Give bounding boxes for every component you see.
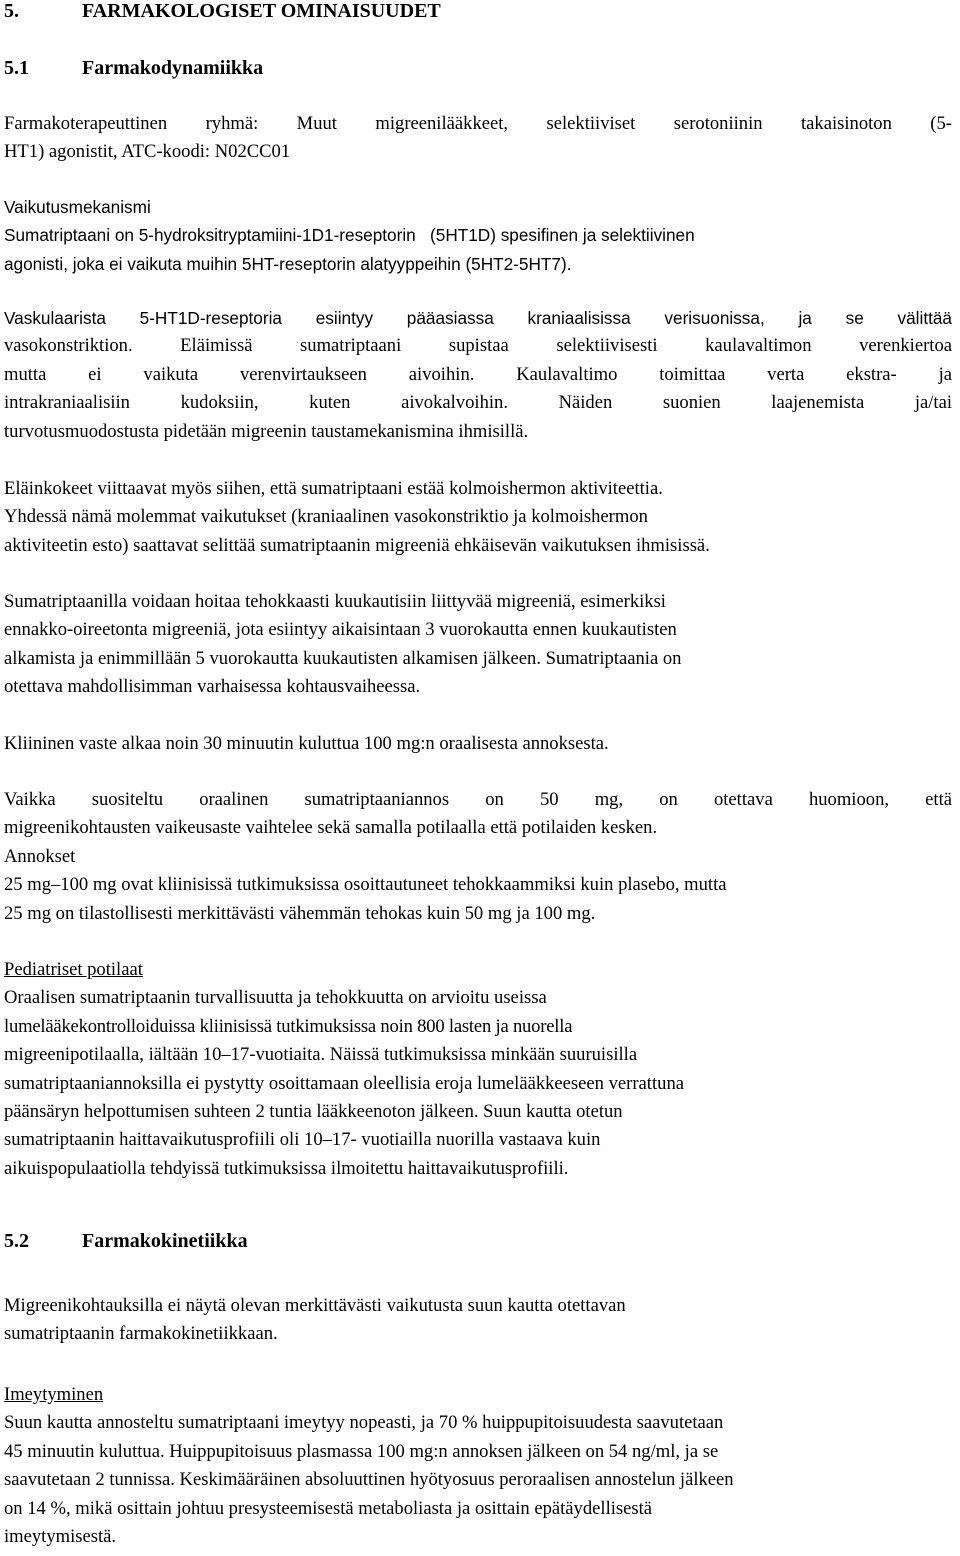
migraine-pharmacokinetics-paragraph [4, 1292, 952, 1349]
text-line: Sumatriptaani on 5-hydroksitryptamiini-1D1-reseptorin (5HT1D) spesifinen ja selektiivinen [4, 225, 695, 246]
doses-heading: Annokset [4, 846, 76, 867]
text-line: Yhdessä nämä molemmat vaikutukset (kraniaalinen vasokonstriktio ja kolmoishermon [4, 506, 648, 528]
text-line: intrakraniaalisiin kudoksiin, kuten aivokalvoihin. Näiden suonien laajenemista ja/tai [4, 392, 952, 414]
text-line: 25 mg–100 mg ovat kliinisissä tutkimuksissa osoittautuneet tehokkaammiksi kuin plasebo, mutta [4, 874, 727, 896]
text-line: agonisti, joka ei vaikuta muihin 5HT-reseptorin alatyyppeihin (5HT2-5HT7). [4, 253, 572, 274]
vascular-receptor-paragraph [4, 304, 952, 446]
text-line: migreenipotilaalla, iältään 10–17-vuotiaita. Näissä tutkimuksissa minkään suuruisilla [4, 1044, 638, 1066]
pediatric-paragraph [4, 956, 952, 1183]
section-5-number: 5. [4, 0, 19, 22]
doses-paragraph [4, 843, 952, 928]
text-line: on 14 %, mikä osittain johtuu presysteemisestä metaboliasta ja osittain epätäydellisestä [4, 1497, 653, 1519]
section-5-title: FARMAKOLOGISET OMINAISUUDET [82, 0, 441, 22]
section-5-1-heading [4, 57, 263, 80]
mechanism-paragraph [4, 193, 952, 278]
text-line: turvotusmuodostusta pidetään migreenin taustamekanismina ihmisillä. [4, 420, 529, 442]
text-line: sumatriptaanin haittavaikutusprofiili oli 10–17- vuotiailla nuorilla vastaava kuin [4, 1129, 601, 1151]
text-line: imeytymisestä. [4, 1526, 117, 1548]
text-line: Vaikka suositeltu oraalinen sumatriptaaniannos on 50 mg, on otettava huomioon, että [4, 789, 952, 810]
text-line: sumatriptaanin farmakokinetiikkaan. [4, 1323, 278, 1345]
text-line: Eläinkokeet viittaavat myös siihen, että sumatriptaani estää kolmoishermon aktiviteettia. [4, 478, 663, 499]
text-line: mutta ei vaikuta verenvirtaukseen aivoihin. Kaulavaltimo toimittaa verta ekstra- ja [4, 363, 952, 385]
section-5-2-title: Farmakokinetiikka [82, 1230, 248, 1252]
text-line: päänsäryn helpottumisen suhteen 2 tuntia lääkkeenoton jälkeen. Suun kautta otetun [4, 1101, 623, 1123]
text-line: aikuispopulaatiolla tehdyissä tutkimuksissa ilmoitettu haittavaikutusprofiili. [4, 1157, 569, 1179]
animal-studies-paragraph [4, 475, 952, 560]
section-5-2-heading [4, 1230, 248, 1253]
pharmacotherapeutic-group-paragraph [4, 110, 952, 167]
text-line: Migreenikohtauksilla ei näytä olevan merkittävästi vaikutusta suun kautta otettavan [4, 1295, 626, 1316]
text-line: 25 mg on tilastollisesti merkittävästi vähemmän tehokas kuin 50 mg ja 100 mg. [4, 902, 596, 924]
section-5-2-number: 5.2 [4, 1230, 29, 1252]
clinical-response-paragraph [4, 730, 952, 758]
text-line: otettava mahdollisimman varhaisessa kohtausvaiheessa. [4, 676, 421, 698]
text-line: sumatriptaaniannoksilla ei pystytty osoittamaan oleellisia eroja lumelääkkeeseen verrattuna [4, 1072, 684, 1094]
recommended-dose-paragraph [4, 786, 952, 843]
section-5-heading [4, 0, 441, 23]
absorption-paragraph [4, 1381, 952, 1551]
text-line: Suun kautta annosteltu sumatriptaani imeytyy nopeasti, ja 70 % huippupitoisuudesta saavutetaan [4, 1412, 724, 1434]
text-line: Vaskulaarista 5-HT1D-reseptoria esiintyy pääasiassa kraniaalisissa verisuonissa, ja se välittää [4, 308, 952, 328]
pediatric-heading: Pediatriset potilaat [4, 959, 143, 980]
text-line: Kliininen vaste alkaa noin 30 minuutin kuluttua 100 mg:n oraalisesta annoksesta. [4, 733, 609, 754]
text-line: Farmakoterapeuttinen ryhmä: Muut migreenilääkkeet, selektiiviset serotoniinin takaisinoton (5- [4, 113, 952, 134]
text-line: saavutetaan 2 tunnissa. Keskimääräinen absoluuttinen hyötyosuus peroraalisen annostelun jälkeen [4, 1469, 734, 1491]
menstrual-migraine-paragraph [4, 588, 952, 702]
absorption-heading: Imeytyminen [4, 1384, 104, 1405]
text-line: alkamista ja enimmillään 5 vuorokautta kuukautisten alkamisen jälkeen. Sumatriptaania on [4, 647, 682, 669]
text-line: aktiviteetin esto) saattavat selittää sumatriptaanin migreeniä ehkäisevän vaikutuksen ihmisissä. [4, 534, 710, 556]
text-line: vasokonstriktion. Eläimissä sumatriptaani supistaa selektiivisesti kaulavaltimon verenkiertoa [4, 335, 952, 357]
section-5-1-number: 5.1 [4, 57, 29, 79]
text-line: HT1) agonistit, ATC-koodi: N02CC01 [4, 141, 291, 163]
mechanism-heading: Vaikutusmekanismi [4, 197, 151, 217]
text-line: lumelääkekontrolloiduissa kliinisissä tutkimuksissa noin 800 lasten ja nuorella [4, 1015, 573, 1037]
text-line: ennakko-oireetonta migreeniä, jota esiintyy aikaisintaan 3 vuorokautta ennen kuukautisten [4, 619, 677, 641]
text-line: 45 minuutin kuluttua. Huippupitoisuus plasmassa 100 mg:n annoksen jälkeen on 54 ng/ml, ja se [4, 1440, 719, 1462]
text-line: Oraalisen sumatriptaanin turvallisuutta ja tehokkuutta on arvioitu useissa [4, 987, 547, 1009]
text-line: Sumatriptaanilla voidaan hoitaa tehokkaasti kuukautisiin liittyvää migreeniä, esimerkiksi [4, 591, 666, 612]
section-5-1-title: Farmakodynamiikka [82, 57, 264, 79]
text-line: migreenikohtausten vaikeusaste vaihtelee sekä samalla potilaalla että potilaiden kesken. [4, 817, 658, 839]
